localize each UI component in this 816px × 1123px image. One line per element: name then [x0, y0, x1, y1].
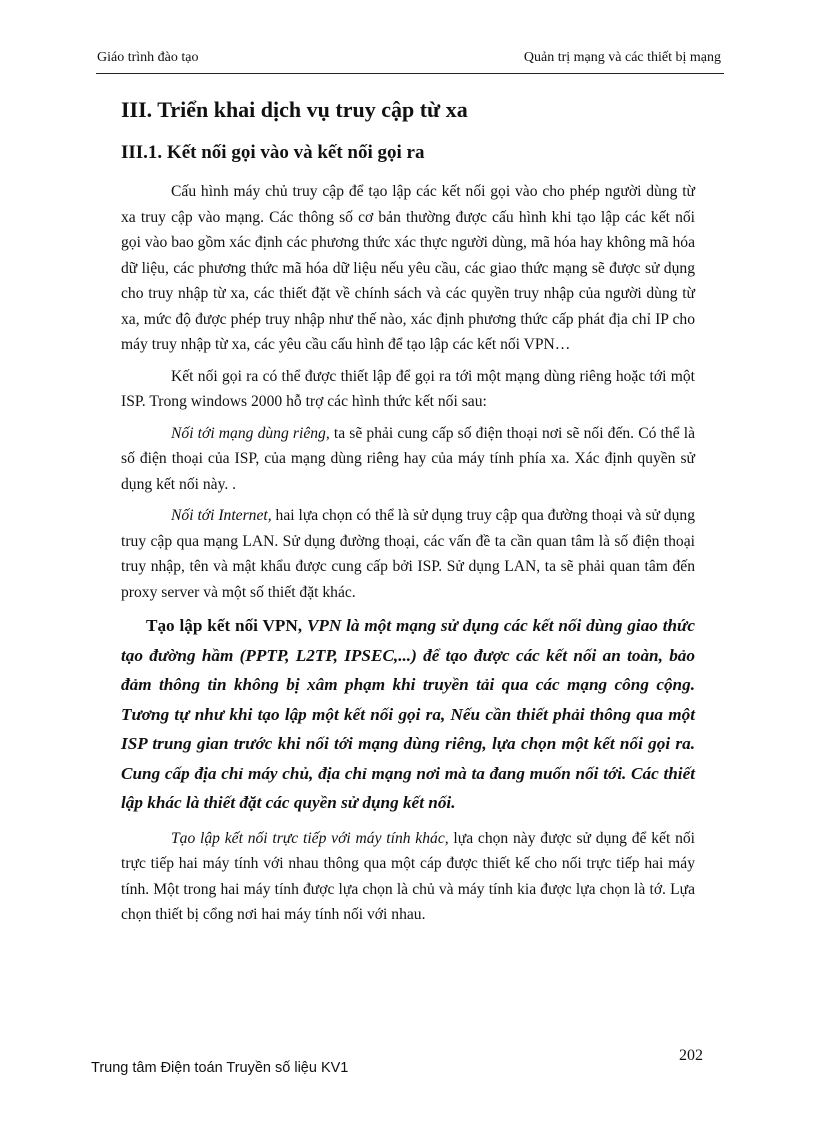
paragraph-incoming-config: Cấu hình máy chủ truy cập để tạo lập các kết nối gọi vào cho phép người dùng từ xa truy cập vào mạng. Các thông số cơ bản thường được cấu hình khi tạo lập các kết nối gọi vào bao gồm xác định các phương thức xác thực người dùng, mã hóa hay không mã hóa dữ liệu, các phương thức mã hóa dữ liệu nếu yêu cầu, các giao thức mạng sẽ được sử dụng cho truy nhập từ xa, các thiết đặt về chính sách và các quyền truy nhập của người dùng từ xa, mức độ được phép truy nhập như thế nào, xác định phương thức cấp phát địa chỉ IP cho máy truy nhập từ xa, các yêu cầu cấu hình để tạo lập các kết nối VPN…	[121, 183, 695, 353]
internet-body: hai lựa chọn có thể là sử dụng truy cập qua đường thoại và sử dụng truy cập qua mạng LAN. Sử dụng đường thoại, các vấn đề ta cần quan tâm là số điện thoại truy nhập, tên và mật khẩu được cung cấp bởi ISP. Sử dụng LAN, ta sẽ phải quan tâm đến proxy server và một số thiết đặt khác.	[121, 507, 695, 601]
header-left: Giáo trình đào tạo	[97, 50, 199, 65]
private-network-body: ta sẽ phải cung cấp số điện thoại nơi sẽ nối đến. Có thể là số điện thoại của ISP, của mạng dùng riêng hay của máy tính phía xa. Xác định quyền sử dụng kết nối này. .	[121, 424, 696, 493]
vpn-lead: Tạo lập kết nối VPN,	[146, 616, 307, 635]
direct-connection-body: lựa chọn này được sử dụng để kết nối trực tiếp hai máy tính với nhau thông qua một cáp được thiết kế cho nối trực tiếp hai máy tính. Một trong hai máy tính được lựa chọn là chủ và máy tính kia được lựa chọn là tớ. Lựa chọn thiết bị cổng nơi hai máy tính nối với nhau.	[121, 829, 695, 923]
private-network-lead: Nối tới mạng dùng riêng,	[171, 424, 330, 442]
page-content	[121, 95, 695, 934]
paragraph-vpn	[121, 611, 695, 818]
subsection-title: III.1. Kết nối gọi vào và kết nối gọi ra	[121, 142, 425, 163]
vpn-body: VPN là một mạng sử dụng các kết nối dùng giao thức tạo đường hầm (PPTP, L2TP, IPSEC,...) để tạo được các kết nối an toàn, bảo đảm thông tin không bị xâm phạm khi truyền tải qua các mạng công cộng. Tương tự như khi tạo lập một kết nối gọi ra, Nếu cần thiết phải thông qua một ISP trung gian trước khi nối tới mạng dùng riêng, lựa chọn một kết nối gọi ra. Cung cấp địa chỉ máy chủ, địa chỉ mạng nơi mà ta đang muốn nối tới. Các thiết lập khác là thiết đặt các quyền sử dụng kết nối.	[121, 616, 695, 812]
footer-organization: Trung tâm Điện toán Truyền số liệu KV1	[91, 1060, 349, 1076]
paragraph-internet	[121, 503, 695, 605]
paragraph-private-network	[121, 421, 695, 498]
header-right: Quản trị mạng và các thiết bị mạng	[523, 50, 721, 65]
section-title: III. Triển khai dịch vụ truy cập từ xa	[121, 97, 468, 122]
direct-connection-lead: Tạo lập kết nối trực tiếp với máy tính khác,	[171, 829, 449, 847]
internet-lead: Nối tới Internet,	[171, 507, 272, 524]
paragraph-outgoing-intro: Kết nối gọi ra có thể được thiết lập để gọi ra tới một mạng dùng riêng hoặc tới một ISP. Trong windows 2000 hỗ trợ các hình thức kết nối sau:	[121, 367, 695, 410]
page-number: 202	[679, 1047, 703, 1064]
header-divider	[96, 73, 724, 74]
paragraph-direct-connection	[121, 826, 695, 928]
